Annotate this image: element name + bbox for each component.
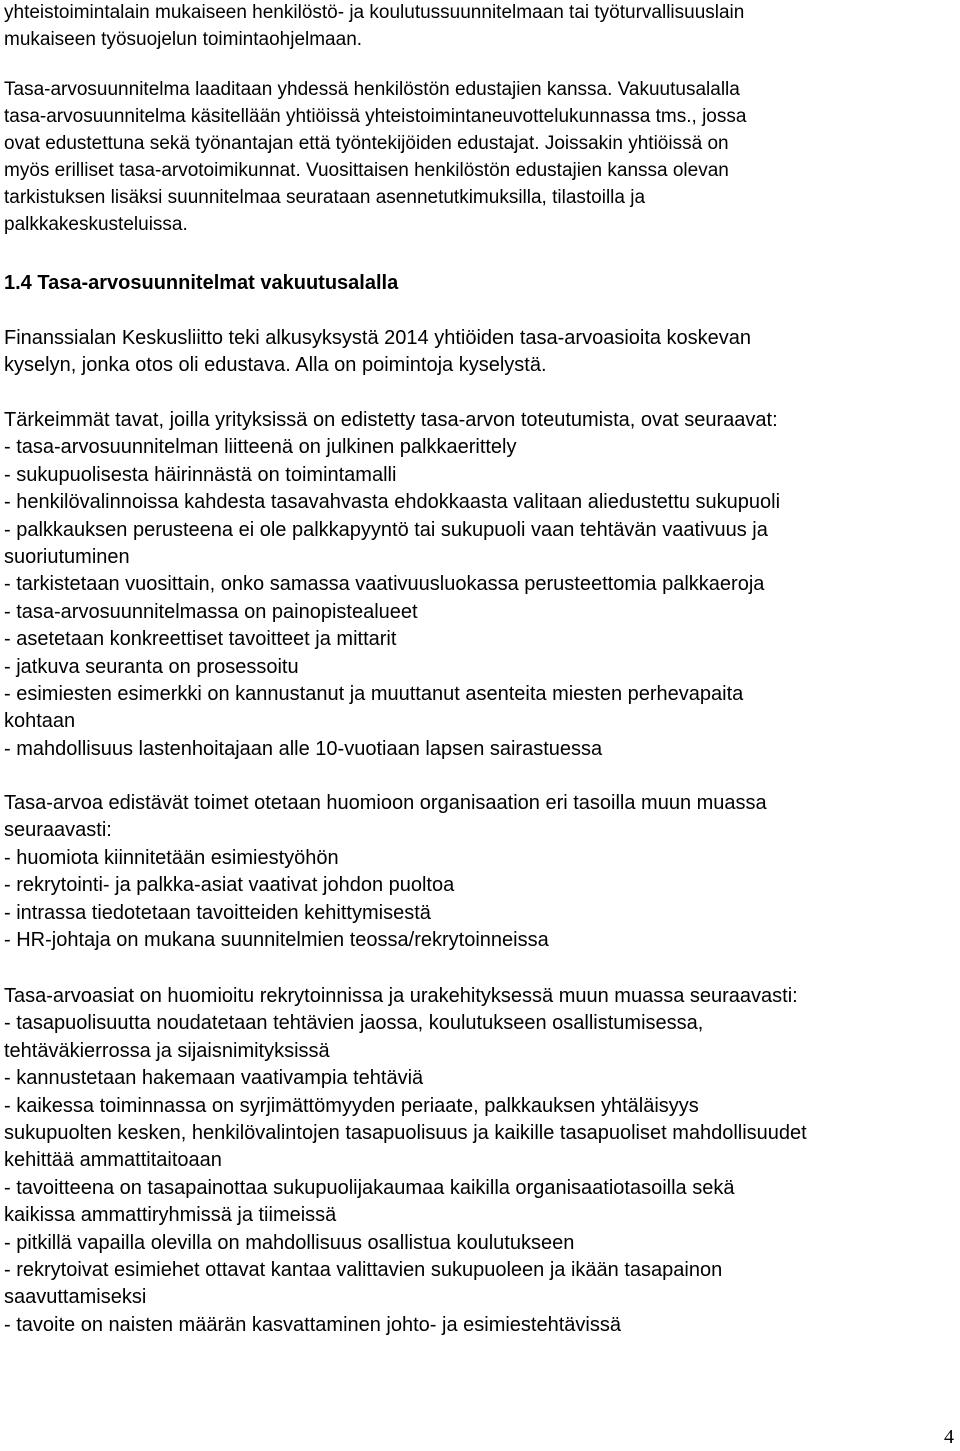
list-item: - rekrytoivat esimiehet ottavat kantaa valittavien sukupuoleen ja ikään tasapainon xyxy=(4,1259,723,1282)
list-item: - tasa-arvosuunnitelmassa on painopistealueet xyxy=(4,600,418,623)
list-item: - kannustetaan hakemaan vaativampia tehtäviä xyxy=(4,1067,424,1090)
page-number: 4 xyxy=(944,1426,954,1448)
list-item: - sukupuolisesta häirinnästä on toimintamalli xyxy=(4,463,397,486)
list-item: - tarkistetaan vuosittain, onko samassa vaativuusluokassa perusteettomia palkkaeroja xyxy=(4,573,765,596)
list-item: Tärkeimmät tavat, joilla yrityksissä on edistetty tasa-arvon toteutumista, ovat seuraavat: xyxy=(4,409,778,431)
intro-paragraph xyxy=(4,0,744,53)
text-line: Finanssialan Keskusliitto teki alkusyksystä 2014 yhtiöiden tasa-arvoasioita koskevan xyxy=(4,327,752,349)
list-item: tehtäväkierrossa ja sijaisnimityksissä xyxy=(4,1039,330,1062)
list-item: kohtaan xyxy=(4,710,76,733)
paragraph-kysely xyxy=(4,325,751,380)
list-item: kaikissa ammattiryhmissä ja tiimeissä xyxy=(4,1204,337,1227)
section-heading: 1.4 Tasa-arvosuunnitelmat vakuutusalalla xyxy=(4,272,399,294)
text-line: ovat edustettuna sekä työnantajan että työntekijöiden edustajat. Joissakin yhtiöissä on xyxy=(4,133,729,154)
list-item: - kaikessa toiminnassa on syrjimättömyyden periaate, palkkauksen yhtäläisyys xyxy=(4,1094,699,1117)
list-item: - mahdollisuus lastenhoitajaan alle 10-vuotiaan lapsen sairastuessa xyxy=(4,737,603,760)
list-item: seuraavasti: xyxy=(4,819,112,842)
text-line: tasa-arvosuunnitelma käsitellään yhtiöissä yhteistoimintaneuvottelukunnassa tms., jossa xyxy=(4,106,747,127)
list-tarkeimmat-tavat xyxy=(4,407,780,763)
list-item: - huomiota kiinnitetään esimiestyöhön xyxy=(4,846,339,869)
list-item: - tasapuolisuutta noudatetaan tehtävien jaossa, koulutukseen osallistumisessa, xyxy=(4,1012,704,1035)
list-item: - palkkauksen perusteena ei ole palkkapyyntö tai sukupuoli vaan tehtävän vaativuus ja xyxy=(4,518,768,541)
text-line: tarkistuksen lisäksi suunnitelmaa seurataan asennetutkimuksilla, tilastoilla ja xyxy=(4,187,646,208)
text-line: Tasa-arvosuunnitelma laaditaan yhdessä henkilöstön edustajien kanssa. Vakuutusalalla xyxy=(4,79,740,100)
list-item: kehittää ammattitaitoaan xyxy=(4,1149,222,1172)
list-item: sukupuolten kesken, henkilövalintojen tasapuolisuus ja kaikille tasapuoliset mahdollisuudet xyxy=(4,1122,807,1145)
text-line: mukaiseen työsuojelun toimintaohjelmaan. xyxy=(4,29,363,50)
text-line: myös erilliset tasa-arvotoimikunnat. Vuosittaisen henkilöstön edustajien kanssa olevan xyxy=(4,160,729,181)
list-item: - tavoitteena on tasapainottaa sukupuolijakaumaa kaikilla organisaatiotasoilla sekä xyxy=(4,1176,735,1199)
list-item: - tasa-arvosuunnitelman liitteenä on julkinen palkkaerittely xyxy=(4,436,517,459)
list-item: - pitkillä vapailla olevilla on mahdollisuus osallistua koulutukseen xyxy=(4,1231,575,1254)
paragraph-tasa-arvosuunnitelma xyxy=(4,76,746,238)
text-line: kyselyn, jonka otos oli edustava. Alla on poimintoja kyselystä. xyxy=(4,354,547,377)
list-item: - intrassa tiedotetaan tavoitteiden kehittymisestä xyxy=(4,901,431,924)
list-item: - jatkuva seuranta on prosessoitu xyxy=(4,655,299,678)
list-item: - henkilövalinnoissa kahdesta tasavahvasta ehdokkaasta valitaan aliedustettu sukupuoli xyxy=(4,491,781,514)
list-tasa-arvoa-edistavat xyxy=(4,790,767,954)
list-item: - asetetaan konkreettiset tavoitteet ja mittarit xyxy=(4,628,397,651)
list-rekrytointi xyxy=(4,983,807,1339)
list-item: saavuttamiseksi xyxy=(4,1286,147,1309)
list-item: suoriutuminen xyxy=(4,546,130,569)
text-line: yhteistoimintalain mukaiseen henkilöstö- ja koulutussuunnitelmaan tai työturvallisuuslain xyxy=(4,2,745,23)
list-item: - tavoite on naisten määrän kasvattaminen johto- ja esimiestehtävissä xyxy=(4,1313,621,1336)
list-item: Tasa-arvoasiat on huomioitu rekrytoinnissa ja urakehityksessä muun muassa seuraavasti: xyxy=(4,985,798,1007)
list-item: - HR-johtaja on mukana suunnitelmien teossa/rekrytoinneissa xyxy=(4,929,549,952)
list-item: Tasa-arvoa edistävät toimet otetaan huomioon organisaation eri tasoilla muun muassa xyxy=(4,792,767,814)
list-item: - rekrytointi- ja palkka-asiat vaativat johdon puoltoa xyxy=(4,874,455,897)
list-item: - esimiesten esimerkki on kannustanut ja muuttanut asenteita miesten perhevapaita xyxy=(4,683,744,706)
text-line: palkkakeskusteluissa. xyxy=(4,214,188,235)
